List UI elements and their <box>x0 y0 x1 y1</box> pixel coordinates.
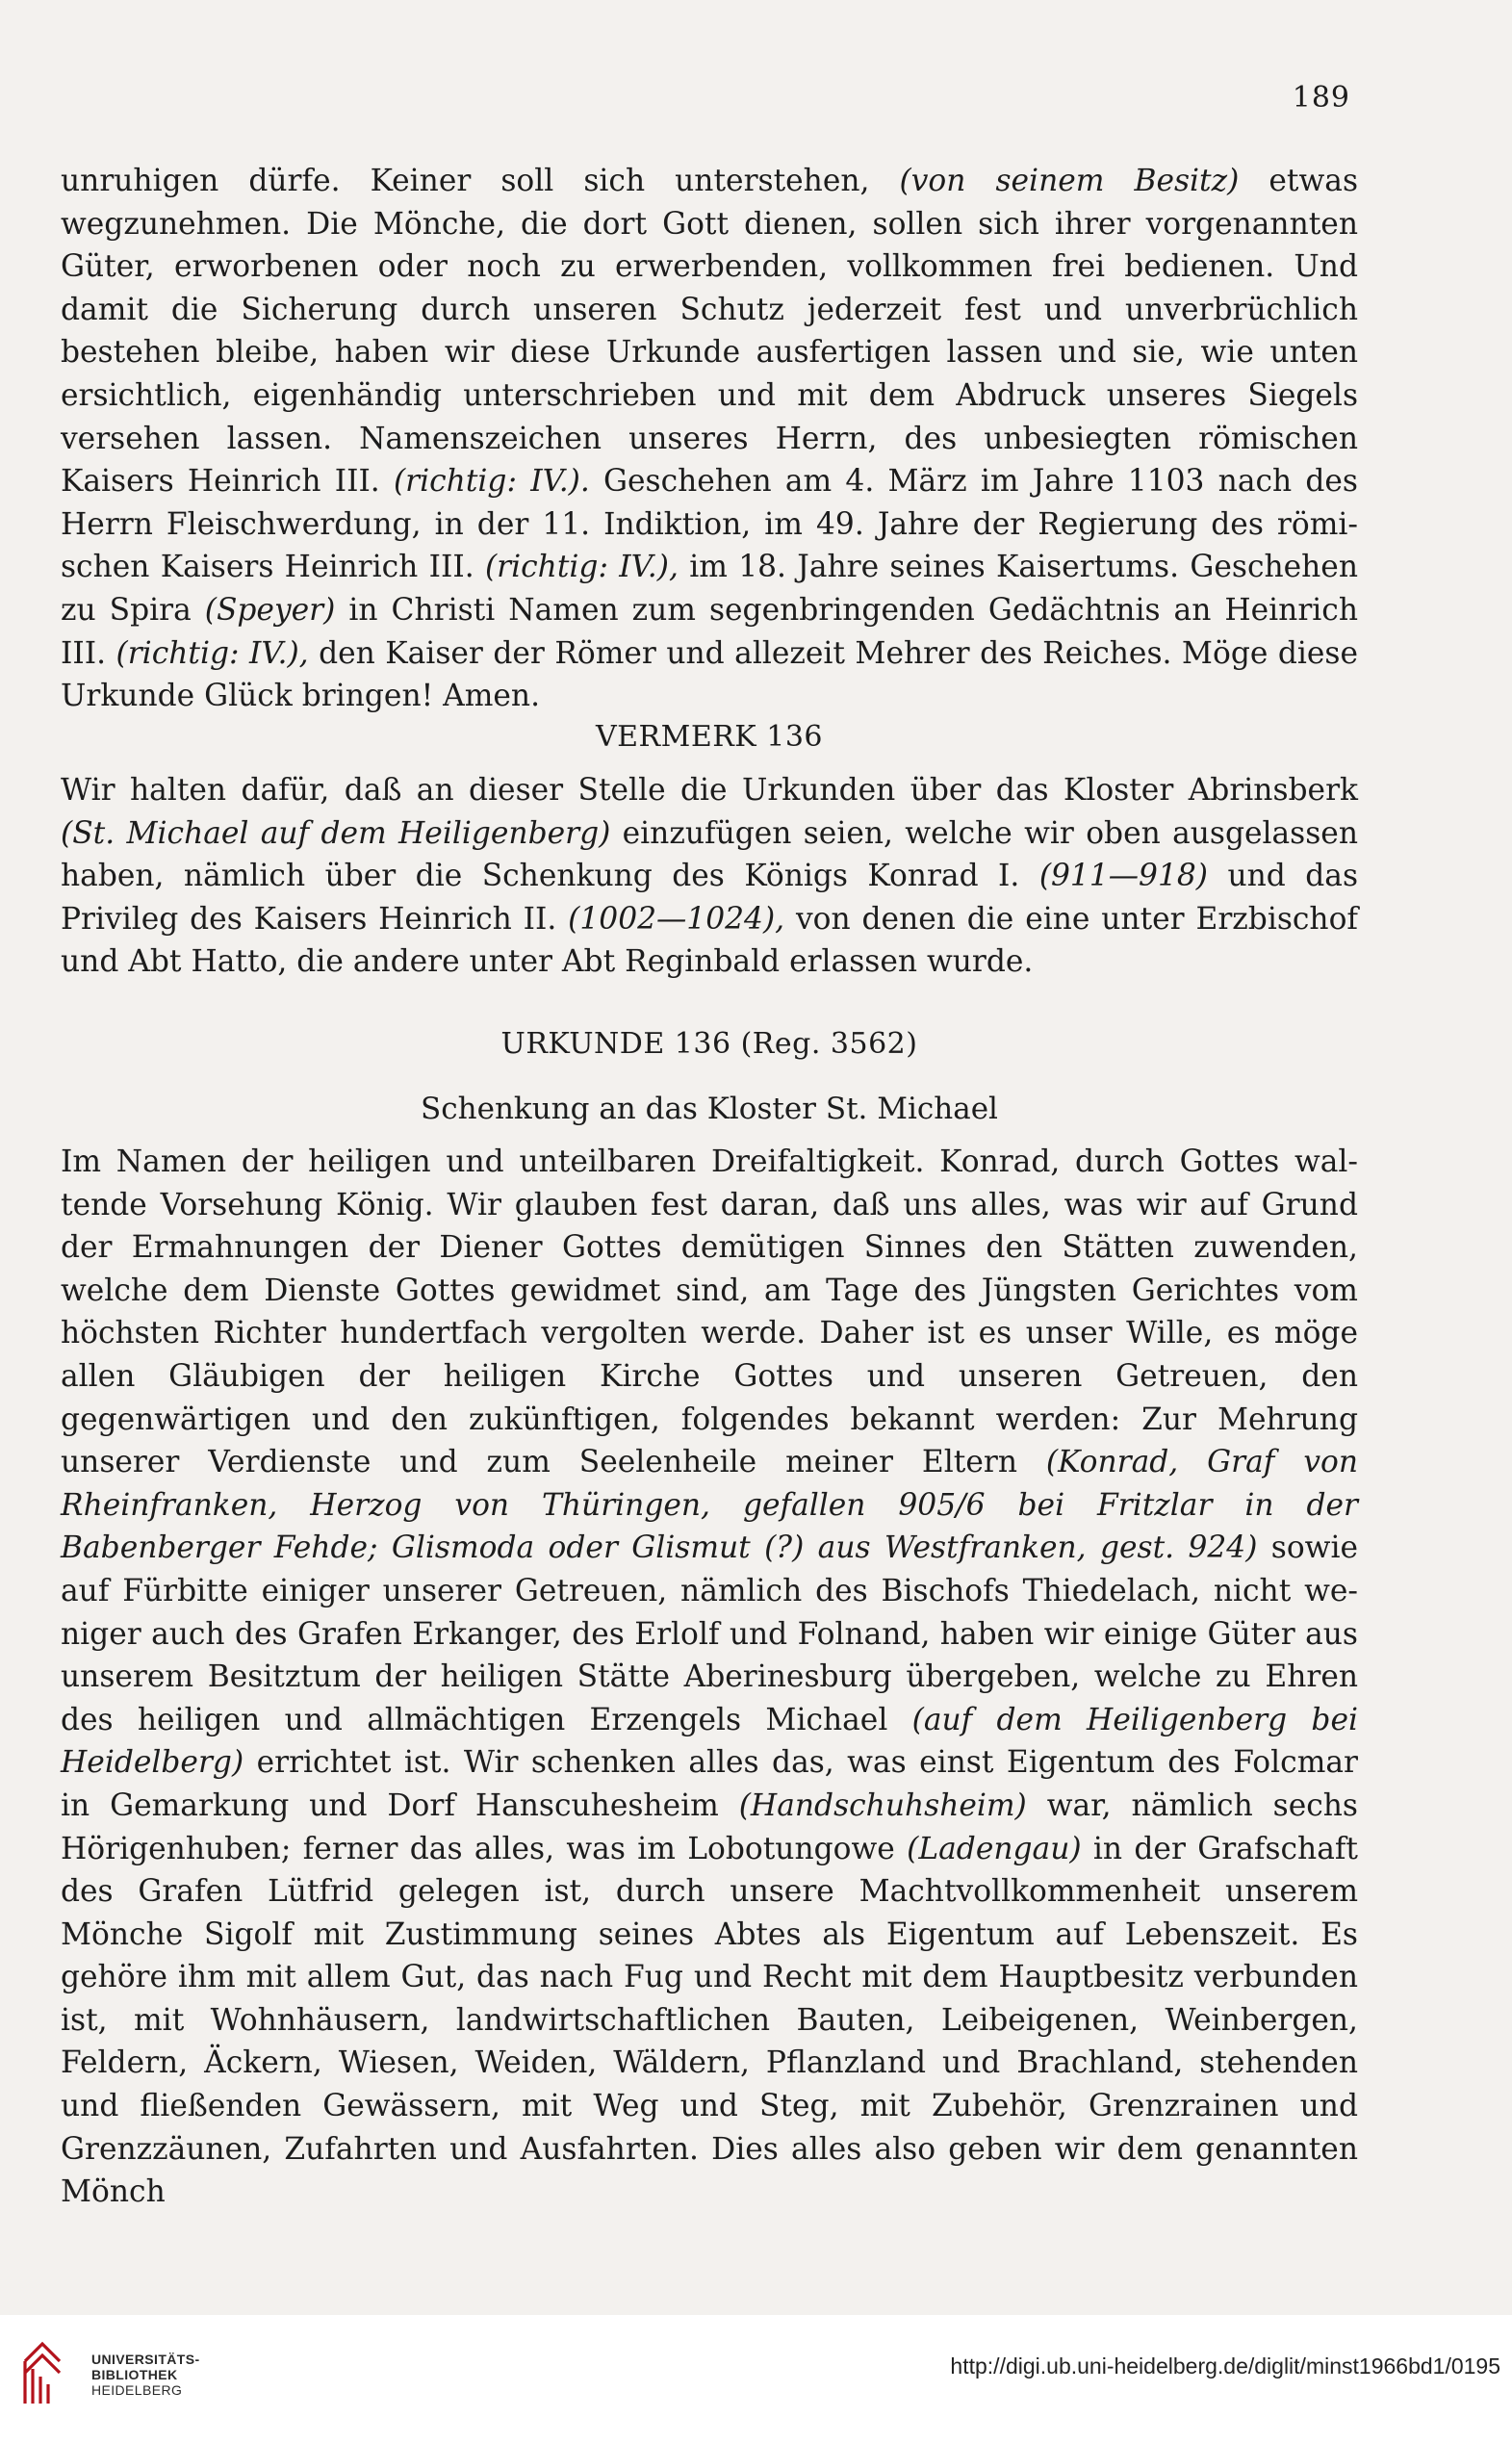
urkunde-paragraph <box>61 1141 1358 2214</box>
source-url-link[interactable]: http://digi.ub.uni-heidelberg.de/diglit/minst1966bd1/0195 <box>950 2353 1500 2379</box>
library-line-3: HEIDELBERG <box>91 2382 183 2398</box>
urkunde-heading: URKUNDE 136 (Reg. 3562) <box>500 1027 918 1061</box>
page-number: 189 <box>1292 81 1350 115</box>
intro-text: unruhigen dürfe. Keiner soll sich unterstehen, (von seinem Besitz) etwas wegzunehmen. Die Mönche, die dort Gott dienen, sollen sich ihrer vorgenannten Güter, erworbenen oder noch zu erwerbenden, vollkommen frei bedienen. Und damit die Sicherung durch unseren Schutz jederzeit fest und unverbrüchlich bestehen bleibe, haben wir diese Urkunde ausfertigen lassen und sie, wie unten ersichtlich, eigenhändig unterschrieben und mit dem Abdruck unseres Siegels versehen lassen. Namenszeichen unseres Herrn, des unbesiegten römischen Kaisers Heinrich III. (richtig: IV.). Geschehen am 4. März im Jahre 1103 nach des Herrn Fleischwerdung, in der 11. Indiktion, im 49. Jahre der Regierung des römischen Kaisers Heinrich III. (richtig: IV.), im 18. Jahre seines Kaisertums. Geschehen zu Spira (Speyer) in Christi Namen zum segenbringenden Gedächtnis an Heinrich III. (richtig: IV.), den Kaiser der Römer und allezeit Mehrer des Reiches. Möge diese Urkunde Glück bringen! Amen. <box>61 164 1359 714</box>
library-name <box>91 2352 200 2398</box>
urkunde-text: Im Namen der heiligen und unteilbaren Dreifaltigkeit. Konrad, durch Gottes waltende Vorsehung König. Wir glauben fest daran, daß uns alles, was wir auf Grund der Ermahnungen der Diener Gottes demütigen Sinnes den Stätten zuwenden, welche dem Dienste Gottes gewidmet sind, am Tage des Jüngsten Gerichtes vom höchsten Richter hundertfach vergolten werde. Daher ist es unser Wille, es möge allen Gläubigen der heiligen Kirche Gottes und unseren Getreuen, den gegenwärtigen und den zukünftigen, folgendes bekannt werden: Zur Mehrung unserer Verdienste und zum Seelenheile meiner Eltern (Konrad, Graf von Rheinfranken, Herzog von Thüringen, gefallen 905/6 bei Fritzlar in der Babenberger Fehde; Glismoda oder Glismut (?) aus Westfranken, gest. 924) sowie auf Fürbitte einiger unserer Getreuen, nämlich des Bischofs Thiedelach, nicht weniger auch des Grafen Erkanger, des Erlolf und Folnand, haben wir einige Güter aus unserem Besitztum der heiligen Stätte Aberinesburg übergeben, welche zu Ehren des heiligen und allmächtigen Erzengels Michael (auf dem Heiligenberg bei Heidelberg) errichtet ist. Wir schenken alles das, was einst Eigentum des Folcmar in Gemarkung und Dorf Hanscuhesheim (Handschuhsheim) war, nämlich sechs Hörigenhuben; ferner das alles, was im Lobotungowe (Ladengau) in der Grafschaft des Grafen Lütfrid gelegen ist, durch unsere Machtvollkommenheit unserem Mönche Sigolf mit Zustimmung seines Abtes als Eigentum auf Lebenszeit. Es gehöre ihm mit allem Gut, das nach Fug und Recht mit dem Hauptbesitz verbunden ist, mit Wohnhäusern, landwirtschaftlichen Bauten, Leibeigenen, Weinbergen, Feldern, Äckern, Wiesen, Weiden, Wäldern, Pflanzland und Brachland, stehenden und fließenden Gewässern, mit Weg und Steg, mit Zubehör, Grenzrainen und Grenzzäunen, Zufahrten und Ausfahrten. Dies alles also geben wir dem genannten Mönch <box>61 1144 1359 2210</box>
ub-heidelberg-logo-icon <box>21 2340 64 2407</box>
vermerk-heading: VERMERK 136 <box>595 720 824 754</box>
footer <box>0 2315 1512 2443</box>
intro-paragraph <box>61 160 1358 718</box>
urkunde-title: Schenkung an das Kloster St. Michael <box>421 1092 998 1126</box>
vermerk-text: Wir halten dafür, daß an dieser Stelle die Urkunden über das Kloster Abrinsberk (St. Michael auf dem Heiligenberg) einzufügen seien, welche wir oben ausgelassen haben, nämlich über die Schenkung des Königs Konrad I. (911—918) und das Privileg des Kaisers Heinrich II. (1002—1024), von denen die eine unter Erzbischof und Abt Hatto, die andere unter Abt Reginbald erlassen wurde. <box>61 773 1359 980</box>
library-line-1: UNIVERSITÄTS- <box>91 2352 200 2367</box>
library-line-2: BIBLIOTHEK <box>91 2367 178 2382</box>
vermerk-paragraph <box>61 769 1358 984</box>
